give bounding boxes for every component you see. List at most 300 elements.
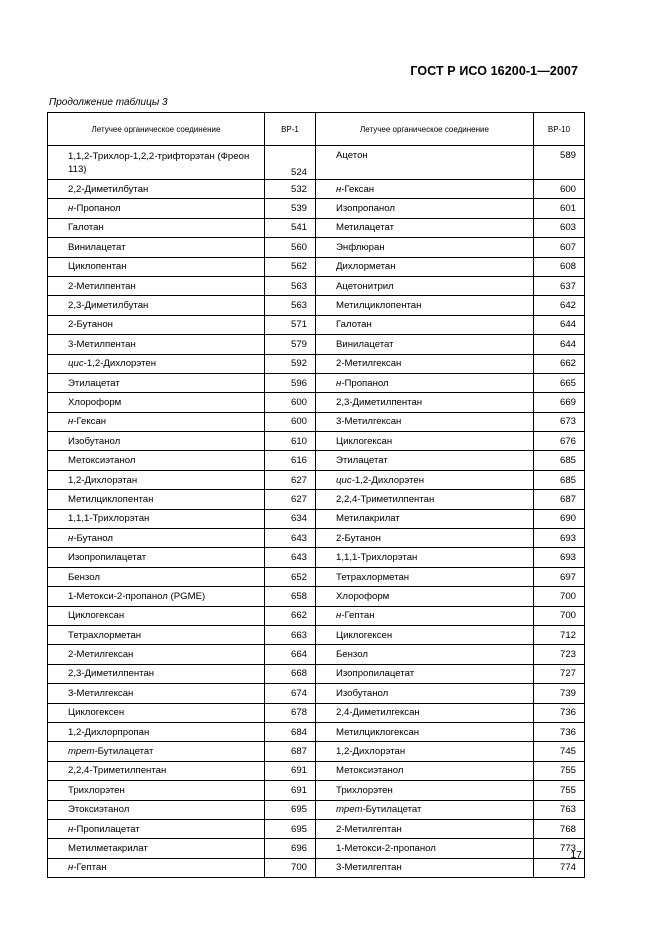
compound-cell-bp10 bbox=[316, 354, 534, 373]
table-row bbox=[48, 218, 585, 237]
compound-cell-bp10-text: Изопропанол bbox=[336, 203, 395, 215]
retention-index-bp10-text: 608 bbox=[559, 261, 576, 273]
compound-cell-bp10-text: н-Гептан bbox=[336, 610, 375, 622]
retention-index-bp10-text: 642 bbox=[559, 300, 576, 312]
retention-index-bp10 bbox=[534, 199, 585, 218]
compound-cell-bp1-text: Циклогексен bbox=[68, 707, 125, 719]
table-row bbox=[48, 490, 585, 509]
compound-cell-bp10 bbox=[316, 858, 534, 877]
compound-cell-bp10-text: Энфлюран bbox=[336, 241, 385, 253]
retention-index-bp1 bbox=[265, 451, 316, 470]
column-header-compound-1: Летучее органическое соединение bbox=[48, 113, 265, 146]
retention-index-bp10-text: 662 bbox=[559, 358, 576, 370]
compound-cell-bp1-text: 2,2,4-Триметилпентан bbox=[68, 765, 167, 777]
compound-cell-bp1-text: Винилацетат bbox=[68, 241, 126, 253]
compound-cell-bp10-text: Метилакрилат bbox=[336, 513, 400, 525]
compound-cell-bp10 bbox=[316, 146, 534, 180]
retention-index-bp1 bbox=[265, 470, 316, 489]
retention-index-bp10-text: 763 bbox=[559, 804, 576, 816]
retention-index-bp1 bbox=[265, 218, 316, 237]
retention-index-bp1 bbox=[265, 742, 316, 761]
retention-index-bp10-text: 739 bbox=[559, 687, 576, 699]
compound-cell-bp1-text: 2,2-Диметилбутан bbox=[68, 183, 149, 195]
compound-cell-bp10-text: Изопропилацетат bbox=[336, 668, 415, 680]
retention-index-bp10-text: 736 bbox=[559, 707, 576, 719]
retention-index-bp10-text: 685 bbox=[559, 474, 576, 486]
compound-cell-bp10-text: Метилацетат bbox=[336, 222, 395, 234]
compound-cell-bp1 bbox=[48, 722, 265, 741]
compound-cell-bp1-text: 2-Метилпентан bbox=[68, 280, 136, 292]
retention-index-bp10-text: 589 bbox=[559, 150, 576, 161]
table-row bbox=[48, 296, 585, 315]
column-header-bp1: ВР-1 bbox=[265, 113, 316, 146]
compound-cell-bp10-text: Этилацетат bbox=[336, 455, 388, 467]
retention-index-bp10-text: 700 bbox=[559, 610, 576, 622]
table-row bbox=[48, 819, 585, 838]
table-row bbox=[48, 645, 585, 664]
retention-index-bp10-text: 665 bbox=[559, 377, 576, 389]
retention-index-bp10 bbox=[534, 218, 585, 237]
retention-index-bp10 bbox=[534, 509, 585, 528]
retention-index-bp10-text: 603 bbox=[559, 222, 576, 234]
compound-cell-bp1-text: н-Гексан bbox=[68, 416, 107, 428]
retention-index-bp10 bbox=[534, 722, 585, 741]
retention-index-bp1 bbox=[265, 761, 316, 780]
table-row bbox=[48, 839, 585, 858]
compound-cell-bp10 bbox=[316, 296, 534, 315]
retention-index-bp1-text: 592 bbox=[290, 358, 307, 370]
retention-index-bp10-text: 736 bbox=[559, 726, 576, 738]
retention-index-bp1-text: 600 bbox=[290, 396, 307, 408]
retention-index-bp1 bbox=[265, 257, 316, 276]
compound-cell-bp1 bbox=[48, 335, 265, 354]
compound-cell-bp10 bbox=[316, 645, 534, 664]
retention-index-bp10-text: 687 bbox=[559, 493, 576, 505]
retention-index-bp10 bbox=[534, 276, 585, 295]
compound-cell-bp1 bbox=[48, 587, 265, 606]
compound-cell-bp10 bbox=[316, 625, 534, 644]
retention-index-bp10 bbox=[534, 819, 585, 838]
compound-cell-bp1 bbox=[48, 296, 265, 315]
compound-cell-bp10-text: 3-Метилгексан bbox=[336, 416, 402, 428]
retention-index-bp1 bbox=[265, 199, 316, 218]
compound-cell-bp10 bbox=[316, 761, 534, 780]
compound-cell-bp10 bbox=[316, 509, 534, 528]
compound-cell-bp1 bbox=[48, 703, 265, 722]
compound-cell-bp1-text: Бензол bbox=[68, 571, 100, 583]
chemical-prefix: н- bbox=[68, 823, 77, 835]
retention-index-bp10 bbox=[534, 315, 585, 334]
compound-cell-bp1-text: 3-Метилгексан bbox=[68, 687, 134, 699]
compound-cell-bp1-text: 1,1,1-Трихлорэтан bbox=[68, 513, 150, 525]
compound-cell-bp1-text: н-Пропилацетат bbox=[68, 823, 140, 835]
retention-index-bp1 bbox=[265, 722, 316, 741]
compound-cell-bp10 bbox=[316, 451, 534, 470]
compound-cell-bp1 bbox=[48, 146, 265, 180]
retention-index-bp10 bbox=[534, 800, 585, 819]
retention-index-bp10 bbox=[534, 180, 585, 199]
retention-index-bp10-text: 755 bbox=[559, 784, 576, 796]
table-row bbox=[48, 451, 585, 470]
compound-cell-bp1 bbox=[48, 432, 265, 451]
compound-cell-bp10 bbox=[316, 315, 534, 334]
compound-cell-bp1 bbox=[48, 373, 265, 392]
compound-cell-bp10 bbox=[316, 742, 534, 761]
compound-cell-bp1 bbox=[48, 218, 265, 237]
retention-index-bp1 bbox=[265, 839, 316, 858]
retention-index-bp10 bbox=[534, 432, 585, 451]
retention-index-bp10 bbox=[534, 529, 585, 548]
compound-cell-bp10-text: Циклогексан bbox=[336, 435, 393, 447]
retention-index-bp1-text: 571 bbox=[290, 319, 307, 331]
table-body bbox=[48, 146, 585, 878]
retention-index-bp10 bbox=[534, 684, 585, 703]
retention-index-bp10 bbox=[534, 858, 585, 877]
chemical-prefix: трет- bbox=[336, 804, 366, 816]
compound-cell-bp1-text: н-Пропанол bbox=[68, 203, 121, 215]
retention-index-bp1-text: 678 bbox=[290, 707, 307, 719]
retention-index-bp1 bbox=[265, 315, 316, 334]
retention-index-bp10-text: 712 bbox=[559, 629, 576, 641]
compound-cell-bp1 bbox=[48, 645, 265, 664]
retention-index-bp10-text: 600 bbox=[559, 183, 576, 195]
table-row bbox=[48, 315, 585, 334]
retention-index-bp1 bbox=[265, 645, 316, 664]
table-row bbox=[48, 335, 585, 354]
table-row bbox=[48, 470, 585, 489]
compound-cell-bp10-text: Трихлорэтен bbox=[336, 784, 393, 796]
retention-index-bp1 bbox=[265, 664, 316, 683]
retention-index-bp1 bbox=[265, 819, 316, 838]
retention-index-bp10 bbox=[534, 257, 585, 276]
compound-cell-bp10-text: Изобутанол bbox=[336, 687, 389, 699]
compound-cell-bp1-text: Метилметакрилат bbox=[68, 842, 148, 854]
compound-cell-bp1 bbox=[48, 490, 265, 509]
compound-cell-bp1 bbox=[48, 180, 265, 199]
retention-index-bp10 bbox=[534, 490, 585, 509]
chemical-prefix: н- bbox=[336, 377, 345, 389]
compound-cell-bp1 bbox=[48, 470, 265, 489]
retention-index-bp10 bbox=[534, 412, 585, 431]
chemical-prefix: н- bbox=[68, 203, 77, 215]
compound-cell-bp10 bbox=[316, 606, 534, 625]
chemical-prefix: н- bbox=[68, 532, 77, 544]
retention-index-bp1 bbox=[265, 373, 316, 392]
compound-cell-bp10-text: 2-Метилгексан bbox=[336, 358, 402, 370]
compound-cell-bp10 bbox=[316, 199, 534, 218]
compound-cell-bp1-text: Тетрахлорметан bbox=[68, 629, 142, 641]
table-row bbox=[48, 238, 585, 257]
retention-index-bp1 bbox=[265, 529, 316, 548]
table-row bbox=[48, 761, 585, 780]
compound-cell-bp1-text: 2,3-Диметилбутан bbox=[68, 300, 149, 312]
retention-index-bp1-text: 663 bbox=[290, 629, 307, 641]
compound-cell-bp10 bbox=[316, 548, 534, 567]
compound-cell-bp10-text: Хлороформ bbox=[336, 590, 390, 602]
retention-index-bp1 bbox=[265, 548, 316, 567]
compound-cell-bp1-text: Циклопентан bbox=[68, 261, 127, 273]
compound-cell-bp10 bbox=[316, 722, 534, 741]
retention-index-bp1 bbox=[265, 509, 316, 528]
retention-index-bp10-text: 644 bbox=[559, 319, 576, 331]
retention-index-bp10-text: 700 bbox=[559, 590, 576, 602]
table-row bbox=[48, 625, 585, 644]
retention-index-bp1 bbox=[265, 146, 316, 180]
retention-index-bp10 bbox=[534, 606, 585, 625]
compound-cell-bp1-text: Метилциклопентан bbox=[68, 493, 154, 505]
chemical-prefix: цис- bbox=[68, 358, 87, 370]
table-row bbox=[48, 606, 585, 625]
retention-index-bp1 bbox=[265, 354, 316, 373]
retention-index-bp1-text: 600 bbox=[290, 416, 307, 428]
table-row bbox=[48, 800, 585, 819]
compound-cell-bp10-text: 1,2-Дихлорэтан bbox=[336, 746, 406, 758]
compound-cell-bp10-text: 2,4-Диметилгексан bbox=[336, 707, 420, 719]
compound-cell-bp1 bbox=[48, 199, 265, 218]
table-row bbox=[48, 529, 585, 548]
table-row bbox=[48, 664, 585, 683]
compound-cell-bp10 bbox=[316, 800, 534, 819]
compound-cell-bp10-text: Ацетонитрил bbox=[336, 280, 394, 292]
retention-index-bp1 bbox=[265, 858, 316, 877]
compound-cell-bp10-text: цис-1,2-Дихлорэтен bbox=[336, 474, 424, 486]
retention-index-bp10-text: 755 bbox=[559, 765, 576, 777]
compound-cell-bp10 bbox=[316, 684, 534, 703]
compound-cell-bp10-text: Тетрахлорметан bbox=[336, 571, 410, 583]
retention-index-bp10-text: 676 bbox=[559, 435, 576, 447]
compound-cell-bp10 bbox=[316, 781, 534, 800]
retention-index-bp1-text: 643 bbox=[290, 532, 307, 544]
retention-index-bp10 bbox=[534, 373, 585, 392]
retention-index-bp1 bbox=[265, 625, 316, 644]
compound-cell-bp10 bbox=[316, 238, 534, 257]
document-header-title: ГОСТ Р ИСО 16200-1—2007 bbox=[410, 64, 578, 78]
table-row bbox=[48, 858, 585, 877]
compound-cell-bp1 bbox=[48, 664, 265, 683]
retention-index-bp1-text: 563 bbox=[290, 300, 307, 312]
retention-index-bp1-text: 652 bbox=[290, 571, 307, 583]
compound-cell-bp10-text: Бензол bbox=[336, 649, 368, 661]
compound-cell-bp1 bbox=[48, 625, 265, 644]
table-row bbox=[48, 548, 585, 567]
retention-index-bp10 bbox=[534, 451, 585, 470]
table-row bbox=[48, 257, 585, 276]
column-header-bp10: ВР-10 bbox=[534, 113, 585, 146]
compound-cell-bp1 bbox=[48, 412, 265, 431]
table-row bbox=[48, 509, 585, 528]
retention-index-bp10-text: 669 bbox=[559, 396, 576, 408]
compounds-table bbox=[47, 112, 585, 878]
table-row bbox=[48, 684, 585, 703]
retention-index-bp10 bbox=[534, 742, 585, 761]
retention-index-bp1 bbox=[265, 335, 316, 354]
retention-index-bp1-text: 691 bbox=[290, 784, 307, 796]
compound-cell-bp10-text: 1-Метокси-2-пропанол bbox=[336, 842, 436, 854]
retention-index-bp1-text: 643 bbox=[290, 552, 307, 564]
compound-cell-bp1 bbox=[48, 315, 265, 334]
compound-cell-bp1 bbox=[48, 839, 265, 858]
retention-index-bp1 bbox=[265, 703, 316, 722]
table-row bbox=[48, 587, 585, 606]
retention-index-bp1 bbox=[265, 238, 316, 257]
chemical-prefix: цис- bbox=[336, 474, 355, 486]
retention-index-bp1-text: 563 bbox=[290, 280, 307, 292]
compound-cell-bp1-text: Метоксиэтанол bbox=[68, 455, 136, 467]
compound-cell-bp1-text: Этоксиэтанол bbox=[68, 804, 130, 816]
compound-cell-bp1-text: Циклогексан bbox=[68, 610, 125, 622]
retention-index-bp10-text: 673 bbox=[559, 416, 576, 428]
table-row bbox=[48, 781, 585, 800]
table-caption: Продолжение таблицы 3 bbox=[49, 97, 168, 108]
retention-index-bp1-text: 658 bbox=[290, 590, 307, 602]
retention-index-bp10-text: 697 bbox=[559, 571, 576, 583]
compound-cell-bp1 bbox=[48, 276, 265, 295]
retention-index-bp10 bbox=[534, 548, 585, 567]
table-row bbox=[48, 742, 585, 761]
compound-cell-bp1 bbox=[48, 858, 265, 877]
retention-index-bp10 bbox=[534, 664, 585, 683]
retention-index-bp10-text: 693 bbox=[559, 552, 576, 564]
compound-cell-bp1 bbox=[48, 567, 265, 586]
compound-cell-bp10-text: Метоксиэтанол bbox=[336, 765, 404, 777]
compound-cell-bp1 bbox=[48, 742, 265, 761]
compound-cell-bp1-text: 2-Метилгексан bbox=[68, 649, 134, 661]
compound-cell-bp10-text: Метилциклогексан bbox=[336, 726, 420, 738]
retention-index-bp1-text: 634 bbox=[290, 513, 307, 525]
compound-cell-bp1 bbox=[48, 606, 265, 625]
retention-index-bp1-text: 684 bbox=[290, 726, 307, 738]
compound-cell-bp1-text: 1,2-Дихлорпропан bbox=[68, 726, 150, 738]
compound-cell-bp10-text: 2-Бутанон bbox=[336, 532, 381, 544]
retention-index-bp1-text: 579 bbox=[290, 338, 307, 350]
table-row bbox=[48, 703, 585, 722]
compound-cell-bp1-text: 2,3-Диметилпентан bbox=[68, 668, 155, 680]
retention-index-bp1 bbox=[265, 296, 316, 315]
compound-cell-bp1-text: цис-1,2-Дихлорэтен bbox=[68, 358, 156, 370]
retention-index-bp1-text: 560 bbox=[290, 241, 307, 253]
retention-index-bp10-text: 637 bbox=[559, 280, 576, 292]
retention-index-bp1 bbox=[265, 606, 316, 625]
retention-index-bp1-text: 700 bbox=[290, 862, 307, 874]
compound-cell-bp10-text: Дихлорметан bbox=[336, 261, 396, 273]
chemical-prefix: трет- bbox=[68, 746, 98, 758]
retention-index-bp10 bbox=[534, 761, 585, 780]
compound-cell-bp10 bbox=[316, 664, 534, 683]
chemical-prefix: н- bbox=[68, 416, 77, 428]
compound-cell-bp10 bbox=[316, 529, 534, 548]
retention-index-bp10-text: 607 bbox=[559, 241, 576, 253]
compound-cell-bp10-text: Метилциклопентан bbox=[336, 300, 422, 312]
retention-index-bp1-text: 662 bbox=[290, 610, 307, 622]
compound-cell-bp10-text: Винилацетат bbox=[336, 338, 394, 350]
retention-index-bp1-text: 695 bbox=[290, 804, 307, 816]
retention-index-bp10-text: 693 bbox=[559, 532, 576, 544]
retention-index-bp1-text: 691 bbox=[290, 765, 307, 777]
compound-cell-bp1-text: Этилацетат bbox=[68, 377, 120, 389]
retention-index-bp10-text: 690 bbox=[559, 513, 576, 525]
retention-index-bp1-text: 596 bbox=[290, 377, 307, 389]
retention-index-bp10 bbox=[534, 296, 585, 315]
table-row bbox=[48, 722, 585, 741]
retention-index-bp1-text: 610 bbox=[290, 435, 307, 447]
compound-cell-bp10 bbox=[316, 218, 534, 237]
retention-index-bp10 bbox=[534, 567, 585, 586]
retention-index-bp10 bbox=[534, 645, 585, 664]
compound-cell-bp10 bbox=[316, 490, 534, 509]
compound-cell-bp1 bbox=[48, 548, 265, 567]
retention-index-bp1 bbox=[265, 781, 316, 800]
compound-cell-bp1 bbox=[48, 257, 265, 276]
column-header-compound-2: Летучее органическое соединение bbox=[316, 113, 534, 146]
retention-index-bp10-text: 685 bbox=[559, 455, 576, 467]
retention-index-bp10 bbox=[534, 335, 585, 354]
retention-index-bp10-text: 727 bbox=[559, 668, 576, 680]
retention-index-bp1-text: 616 bbox=[290, 455, 307, 467]
compound-cell-bp1-text: 1-Метокси-2-пропанол (PGME) bbox=[68, 590, 206, 602]
table-row bbox=[48, 412, 585, 431]
table-row bbox=[48, 199, 585, 218]
retention-index-bp10-text: 774 bbox=[559, 862, 576, 874]
retention-index-bp1-text: 664 bbox=[290, 649, 307, 661]
table-header-row bbox=[48, 113, 585, 146]
retention-index-bp10-text: 773 bbox=[559, 842, 576, 854]
chemical-prefix: н- bbox=[68, 862, 77, 874]
compound-cell-bp10 bbox=[316, 703, 534, 722]
page-number: 17 bbox=[570, 849, 582, 861]
retention-index-bp1 bbox=[265, 432, 316, 451]
compound-cell-bp10-text: 2-Метилгептан bbox=[336, 823, 402, 835]
table-row bbox=[48, 373, 585, 392]
table-row bbox=[48, 180, 585, 199]
compound-cell-bp10 bbox=[316, 470, 534, 489]
compound-cell-bp1-text: Изопропилацетат bbox=[68, 552, 147, 564]
compound-cell-bp1-text: н-Бутанол bbox=[68, 532, 114, 544]
retention-index-bp1 bbox=[265, 412, 316, 431]
retention-index-bp1-text: 532 bbox=[290, 183, 307, 195]
retention-index-bp10 bbox=[534, 625, 585, 644]
retention-index-bp1-text: 541 bbox=[290, 222, 307, 234]
compound-cell-bp1-text: 1,1,2-Трихлор-1,2,2-трифторэтан (Фреон 113) bbox=[68, 151, 250, 175]
retention-index-bp1 bbox=[265, 587, 316, 606]
retention-index-bp10-text: 644 bbox=[559, 338, 576, 350]
compound-cell-bp10-text: 3-Метилгептан bbox=[336, 862, 402, 874]
compound-cell-bp10-text: 2,3-Диметилпентан bbox=[336, 396, 423, 408]
retention-index-bp1-text: 696 bbox=[290, 842, 307, 854]
compound-cell-bp1-text: Изобутанол bbox=[68, 435, 121, 447]
compound-cell-bp10 bbox=[316, 393, 534, 412]
retention-index-bp1-text: 524 bbox=[290, 167, 307, 178]
compound-cell-bp10 bbox=[316, 587, 534, 606]
table-row bbox=[48, 146, 585, 180]
retention-index-bp10 bbox=[534, 470, 585, 489]
compound-cell-bp10 bbox=[316, 412, 534, 431]
compound-cell-bp10 bbox=[316, 257, 534, 276]
compound-cell-bp10 bbox=[316, 819, 534, 838]
compound-cell-bp1 bbox=[48, 781, 265, 800]
compound-cell-bp10 bbox=[316, 839, 534, 858]
retention-index-bp1 bbox=[265, 800, 316, 819]
retention-index-bp10-text: 768 bbox=[559, 823, 576, 835]
retention-index-bp10-text: 601 bbox=[559, 203, 576, 215]
compound-cell-bp1-text: Хлороформ bbox=[68, 396, 122, 408]
retention-index-bp10 bbox=[534, 703, 585, 722]
chemical-prefix: н- bbox=[336, 610, 345, 622]
table-row bbox=[48, 276, 585, 295]
compound-cell-bp1 bbox=[48, 761, 265, 780]
retention-index-bp10-text: 723 bbox=[559, 649, 576, 661]
retention-index-bp10 bbox=[534, 238, 585, 257]
compound-cell-bp10-text: 2,2,4-Триметилпентан bbox=[336, 493, 435, 505]
